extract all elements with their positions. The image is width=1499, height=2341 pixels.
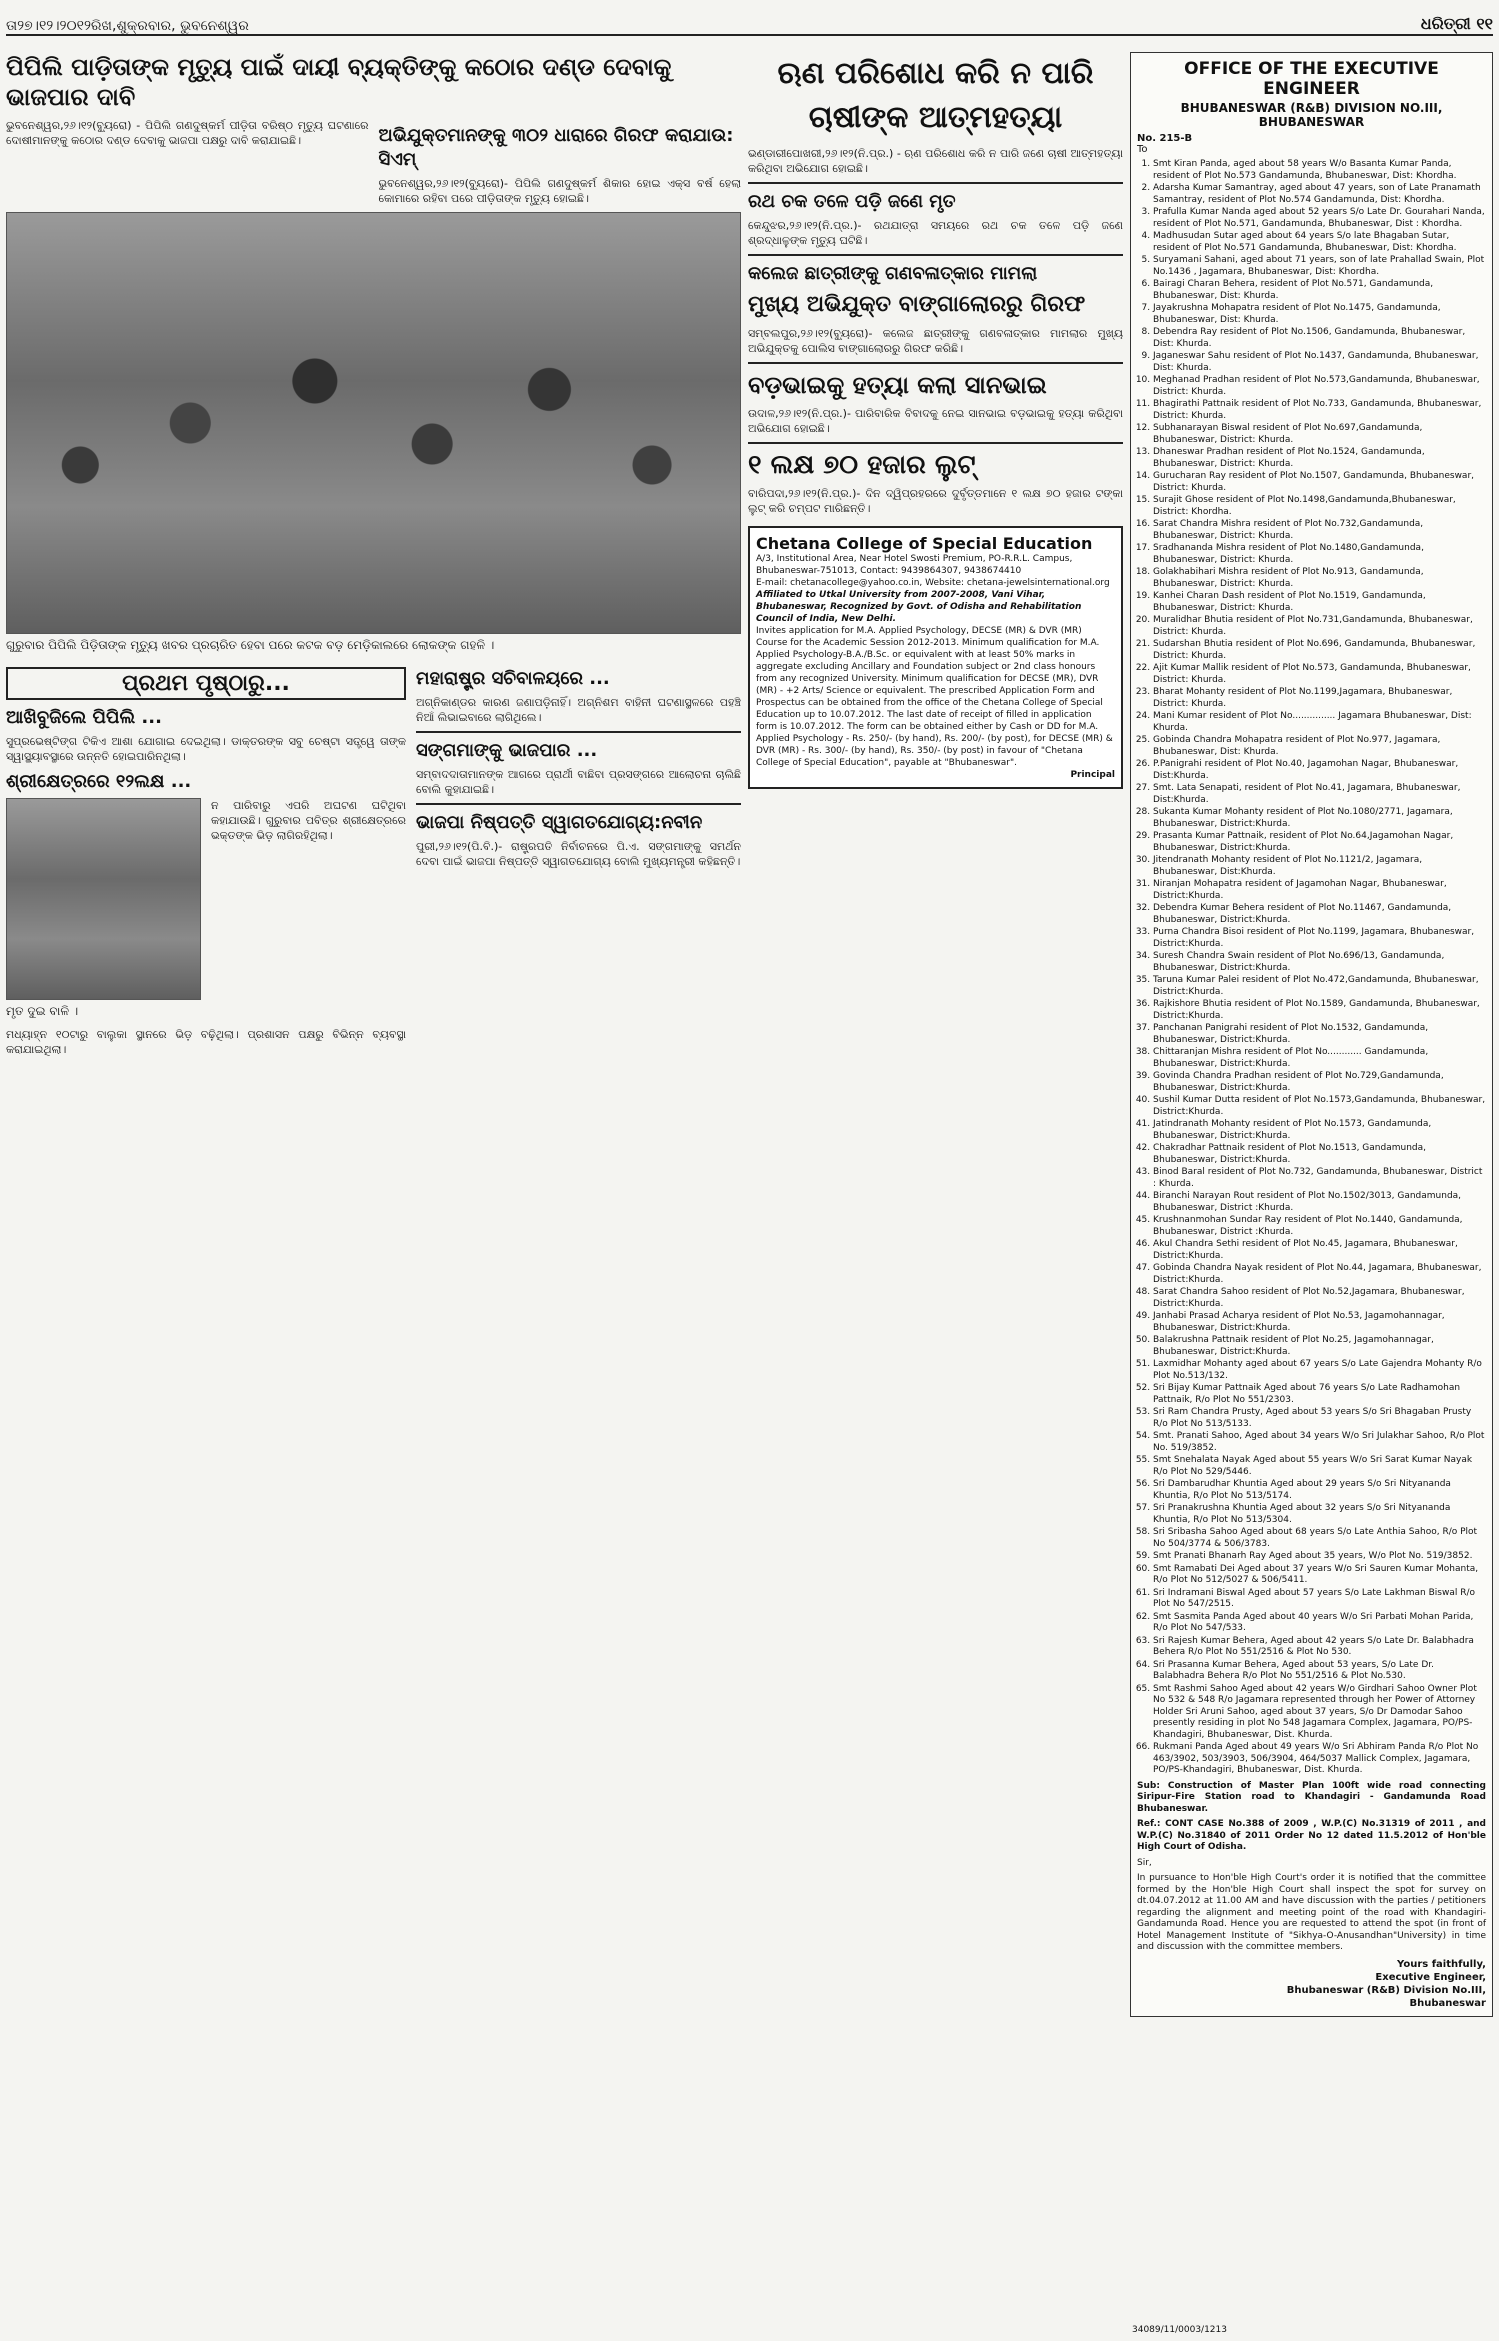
left-sub-2: ଶ୍ରୀକ୍ଷେତ୍ରରେ ୧୨ଲକ୍ଷ ...	[6, 771, 192, 792]
addressee-item: 19. Kanhei Charan Dash resident of Plot No.1519, Gandamunda, Bhubaneswar, District: Khurda.	[1153, 591, 1486, 614]
college-advertisement	[748, 526, 1123, 789]
farmer-body: ଭଣ୍ଡାରୀପୋଖରୀ,୨୬।୧୨(ନି.ପ୍ର.) - ଋଣ ପରିଶୋଧ କରି ନ ପାରି ଜଣେ ଚାଷୀ ଆତ୍ମହତ୍ୟା କରିଥିବା ଅଭିଯୋଗ ହୋଇଛି।	[748, 147, 1123, 175]
addressee-item: 30. Jitendranath Mohanty resident of Plot No.1121/2, Jagamara, Bhubaneswar, Dist:Khurda.	[1153, 855, 1486, 878]
addressee-item: 20. Muralidhar Bhutia resident of Plot No.731,Gandamunda, Bhubaneswar, District: Khurda.	[1153, 615, 1486, 638]
sign-line: Yours faithfully,	[1397, 1958, 1486, 1970]
addressee-item: 27. Smt. Lata Senapati, resident of Plot No.41, Jagamara, Bhubaneswar, Dist:Khurda.	[1153, 783, 1486, 806]
addressee-item: 36. Rajkishore Bhutia resident of Plot No.1589, Gandamunda, Bhubaneswar, District:Khurda.	[1153, 999, 1486, 1022]
addressee-item: 57. Sri Pranakrushna Khuntia Aged about 32 years S/o Sri Nityananda Khuntia, R/o Plot No 513/5304.	[1153, 1503, 1486, 1526]
mid-body-3: ପୁରୀ,୨୬।୧୨(ପି.ବି.)- ରାଷ୍ଟ୍ରପତି ନିର୍ବାଚନରେ ପି.ଏ. ସଙ୍ଗମାଙ୍କୁ ସମର୍ଥନ ଦେବା ପାଇଁ ଭାଜପା ନିଷ୍ପତ୍ତି ସ୍ୱାଗତଯୋଗ୍ୟ ବୋଲି ମୁଖ୍ୟମନ୍ତ୍ରୀ କହିଛନ୍ତି।	[416, 840, 741, 868]
mid-sub-2: ସଙ୍ଗମାଙ୍କୁ ଭାଜପାର ...	[416, 740, 598, 761]
ad-principal: Principal	[1070, 770, 1115, 780]
brother-body: ଉଦାଳ,୨୬।୧୨(ନି.ପ୍ର.)- ପାରିବାରିକ ବିବାଦକୁ ନେଇ ସାନଭାଇ ବଡ଼ଭାଇକୁ ହତ୍ୟା କରିଥିବା ଅଭିଯୋଗ ହୋଇଛି।	[748, 407, 1123, 435]
accident-caption: ମୃତ ଦୁଇ ବାଳି ।	[6, 1004, 79, 1018]
notice-subject: Sub: Construction of Master Plan 100ft wide road connecting Siripur-Fire Station road to Khandagiri - Gandamunda Road Bhubaneswar.	[1137, 1780, 1486, 1814]
addressee-item: 17. Sradhananda Mishra resident of Plot No.1480,Gandamunda, Bhubaneswar, District: Khurda.	[1153, 543, 1486, 566]
addressee-item: 59. Smt Pranati Bhanarh Ray Aged about 35 years, W/o Plot No. 519/3852.	[1153, 1551, 1486, 1563]
addressee-item: 55. Smt Snehalata Nayak Aged about 55 years W/o Sri Sarat Kumar Nayak R/o Plot No 529/5446.	[1153, 1455, 1486, 1478]
addressee-item: 66. Rukmani Panda Aged about 49 years W/o Sri Abhiram Panda R/o Plot No 463/3902, 503/3903, 506/3904, 464/5037 Mallick Complex, Jagamara, PO/PS-Khandagiri, Bhubaneswar, Dist. Khurda.	[1153, 1742, 1486, 1777]
notice-to: To	[1137, 144, 1148, 155]
notice-code: 34089/11/0003/1213	[1132, 2325, 1227, 2335]
addressee-item: 12. Subhanarayan Biswal resident of Plot No.697,Gandamunda, Bhubaneswar, District: Khurda.	[1153, 423, 1486, 446]
addressee-item: 5. Suryamani Sahani, aged about 71 years, son of late Prahallad Swain, Plot No.1436 , Jagamara, Bhubaneswar, Dist: Khordha.	[1153, 255, 1486, 278]
sign-line: Executive Engineer,	[1375, 1971, 1486, 1983]
mid-body-1: ଅଗ୍ନିକାଣ୍ଡର କାରଣ ଜଣାପଡ଼ିନାହିଁ। ଅଗ୍ନିଶମ ବାହିନୀ ଘଟଣାସ୍ଥଳରେ ପହଞ୍ଚି ନିଆଁ ଲିଭାଇବାରେ ଲାଗିଥିଲେ।	[416, 696, 741, 724]
addressee-item: 7. Jayakrushna Mohapatra resident of Plot No.1475, Gandamunda, Bhubaneswar, Dist: Khurda.	[1153, 303, 1486, 326]
notice-salutation: Sir,	[1137, 1857, 1152, 1868]
addressee-item: 53. Sri Ram Chandra Prusty, Aged about 53 years S/o Sri Bhagaban Prusty R/o Plot No 513/5133.	[1153, 1407, 1486, 1430]
college-headline-2: ମୁଖ୍ୟ ଅଭିଯୁକ୍ତ ବାଙ୍ଗାଲୋରରୁ ଗିରଫ	[748, 292, 1086, 317]
photo-caption: ଗୁରୁବାର ପିପିଲି ପିଡ଼ିତାଙ୍କ ମୃତ୍ୟୁ ଖବର ପ୍ରଚାରିତ ହେବା ପରେ କଟକ ବଡ଼ ମେଡ଼ିକାଲରେ ଲୋକଙ୍କ ଗହଳି ।	[6, 638, 495, 652]
addressee-item: 21. Sudarshan Bhutia resident of Plot No.696, Gandamunda, Bhubaneswar, District: Khurda.	[1153, 639, 1486, 662]
sign-line: Bhubaneswar (R&B) Division No.III,	[1286, 1984, 1486, 1996]
addressee-item: 18. Golakhabihari Mishra resident of Plot No.913, Gandamunda, Bhubaneswar, District: Khurda.	[1153, 567, 1486, 590]
addressee-item: 48. Sarat Chandra Sahoo resident of Plot No.52,Jagamara, Bhubaneswar, District:Khurda.	[1153, 1287, 1486, 1310]
mid-sub-1: ମହାରାଷ୍ଟ୍ର ସଚିବାଳୟରେ ...	[416, 668, 610, 689]
addressee-item: 51. Laxmidhar Mohanty aged about 67 years S/o Late Gajendra Mohanty R/o Plot No.513/132.	[1153, 1359, 1486, 1382]
notice-number: No. 215-B	[1137, 133, 1193, 144]
addressee-item: 58. Sri Sribasha Sahoo Aged about 68 years S/o Late Anthia Sahoo, R/o Plot No 504/3774 & 506/3783.	[1153, 1527, 1486, 1550]
left-body-2: ନ ପାରିବାରୁ ଏପରି ଅଘଟଣ ଘଟିଥିବା କହାଯାଉଛି। ଗୁରୁବାର ପବିତ୍ର ଶ୍ରୀକ୍ଷେତ୍ରରେ ଭକ୍ତଙ୍କ ଭିଡ଼ ଲାଗିରହିଥିଲା।	[211, 799, 406, 842]
addressee-item: 15. Surajit Ghose resident of Plot No.1498,Gandamunda,Bhubaneswar, District: Khordha.	[1153, 495, 1486, 518]
addressee-item: 54. Smt. Pranati Sahoo, Aged about 34 years W/o Sri Julakhar Sahoo, R/o Plot No. 519/3852.	[1153, 1431, 1486, 1454]
addressee-item: 29. Prasanta Kumar Pattnaik, resident of Plot No.64,Jagamohan Nagar, Bhubaneswar, District:Khurda.	[1153, 831, 1486, 854]
chariot-body: କେନ୍ଦୁଝର,୨୬।୧୨(ନି.ପ୍ର.)- ରଥଯାତ୍ରା ସମୟରେ ରଥ ଚକ ତଳେ ପଡ଼ି ଜଣେ ଶ୍ରଦ୍ଧାଳୁଙ୍କ ମୃତ୍ୟୁ ଘଟିଛି।	[748, 219, 1123, 247]
notice-reference: Ref.: CONT CASE No.388 of 2009 , W.P.(C) No.31319 of 2011 , and W.P.(C) No.31840 of 2011 Order No 12 dated 11.5.2012 of Hon'ble High Court of Odisha.	[1137, 1819, 1486, 1852]
addressee-item: 35. Taruna Kumar Palei resident of Plot No.472,Gandamunda, Bhubaneswar, District:Khurda.	[1153, 975, 1486, 998]
addressee-item: 64. Sri Prasanna Kumar Behera, Aged about 53 years, S/o Late Dr. Balabhadra Behera R/o Plot No 551/2516 & Plot No.530.	[1153, 1660, 1486, 1683]
college-headline: କଲେଜ ଛାତ୍ରୀଙ୍କୁ ଗଣବଳାତ୍କାର ମାମଲା	[748, 263, 1038, 284]
addressee-item: 3. Prafulla Kumar Nanda aged about 52 years S/o Late Dr. Gourahari Nanda, resident of Plot No.571, Gandamunda, Bhubaneswar, Dist : Khordha.	[1153, 207, 1486, 230]
addressee-item: 28. Sukanta Kumar Mohanty resident of Plot No.1080/2771, Jagamara, Bhubaneswar, District:Khurda.	[1153, 807, 1486, 830]
addressee-item: 4. Madhusudan Sutar aged about 64 years S/o late Bhagaban Sutar, resident of Plot No.571 Gandamunda, Bhubaneswar, Dist: Khordha.	[1153, 231, 1486, 254]
addressee-item: 38. Chittaranjan Mishra resident of Plot No............ Gandamunda, Bhubaneswar, District:Khurda.	[1153, 1047, 1486, 1070]
addressee-item: 2. Adarsha Kumar Samantray, aged about 47 years, son of Late Pranamath Samantray, resident of Plot No.574 Gandamunda, Dist: Khordha.	[1153, 183, 1486, 206]
addressee-item: 1. Smt Kiran Panda, aged about 58 years W/o Basanta Kumar Panda, resident of Plot No.573 Gandamunda, Bhubaneswar, Dist: Khordha.	[1153, 159, 1486, 182]
column-left	[6, 52, 741, 1063]
accident-photo	[6, 798, 201, 1000]
addressee-item: 14. Gurucharan Ray resident of Plot No.1507, Gandamunda, Bhubaneswar, District: Khurda.	[1153, 471, 1486, 494]
dateline: ତା୨୭।୧୨।୨୦୧୨ରିଖ,ଶୁକ୍ରବାର, ଭୁବନେଶ୍ୱର	[6, 18, 249, 34]
addressee-item: 23. Bharat Mohanty resident of Plot No.1199,Jagamara, Bhubaneswar, District: Khurda.	[1153, 687, 1486, 710]
addressee-item: 45. Krushnanmohan Sundar Ray resident of Plot No.1440, Gandamunda, Bhubaneswar, District :Khurda.	[1153, 1215, 1486, 1238]
sub-headline: ଅଭିଯୁକ୍ତମାନଙ୍କୁ ୩୦୨ ଧାରାରେ ଗିରଫ କରାଯାଉ: ସିଏମ୍	[378, 125, 734, 170]
ad-address: A/3, Institutional Area, Near Hotel Swosti Premium, PO-R.R.L. Campus, Bhubaneswar-751013, Contact: 9439864307, 9438674410	[756, 554, 1073, 576]
column-right	[1130, 52, 1493, 2017]
loot-headline: ୧ ଲକ୍ଷ ୭୦ ହଜାର ଲୁଟ୍	[748, 450, 976, 480]
front-page-box: ପ୍ରଥମ ପୃଷ୍ଠାରୁ...	[6, 667, 406, 700]
addressee-item: 42. Chakradhar Pattnaik resident of Plot No.1513, Gandamunda, Bhubaneswar, District:Khurda.	[1153, 1143, 1486, 1166]
addressee-item: 43. Binod Baral resident of Plot No.732, Gandamunda, Bhubaneswar, District : Khurda.	[1153, 1167, 1486, 1190]
addressee-item: 60. Smt Ramabati Dei Aged about 37 years W/o Sri Sauren Kumar Mohanta, R/o Plot No 512/5027 & 506/5411.	[1153, 1564, 1486, 1587]
addressee-item: 8. Debendra Ray resident of Plot No.1506, Gandamunda, Bhubaneswar, Dist: Khurda.	[1153, 327, 1486, 350]
addressee-item: 24. Mani Kumar resident of Plot No............... Jagamara Bhubaneswar, Dist: Khurda.	[1153, 711, 1486, 734]
farmer-headline: ଋଣ ପରିଶୋଧ କରି ନ ପାରି ଚାଷୀଙ୍କ ଆତ୍ମହତ୍ୟା	[777, 56, 1094, 135]
sign-line: Bhubaneswar	[1409, 1997, 1486, 2009]
notice-signature	[1137, 1958, 1486, 2010]
loot-body: ବାରିପଦା,୨୬।୧୨(ନି.ପ୍ର.)- ଦିନ ଦ୍ୱିପ୍ରହରରେ ଦୁର୍ବୃତ୍ତମାନେ ୧ ଲକ୍ଷ ୭୦ ହଜାର ଟଙ୍କା ଲୁଟ୍ କରି ଚମ୍ପଟ ମାରିଛନ୍ତି।	[748, 487, 1123, 515]
addressee-item: 31. Niranjan Mohapatra resident of Jagamohan Nagar, Bhubaneswar, District:Khurda.	[1153, 879, 1486, 902]
addressee-item: 49. Janhabi Prasad Acharya resident of Plot No.53, Jagamohannagar, Bhubaneswar, District:Khurda.	[1153, 1311, 1486, 1334]
addressee-item: 16. Sarat Chandra Mishra resident of Plot No.732,Gandamunda, Bhubaneswar, District: Khurda.	[1153, 519, 1486, 542]
addressee-item: 10. Meghanad Pradhan resident of Plot No.573,Gandamunda, Bhubaneswar, District: Khurda.	[1153, 375, 1486, 398]
lead-body: ଭୁବନେଶ୍ୱର,୨୬।୧୨(ବ୍ୟୁରୋ) - ପିପିଲି ଗଣଦୁଷ୍କର୍ମ ପୀଡ଼ିତା ବରିଷ୍ଠ ମୃତ୍ୟୁ ଘଟଣାରେ ଦୋଷୀମାନଙ୍କୁ କଠୋର ଦଣ୍ଡ ଦେବାକୁ ଭାଜପା ପକ୍ଷରୁ ଦାବି କରାଯାଇଛି।	[6, 119, 369, 147]
left-sub-1: ଆଖିବୁଜିଲେ ପିପିଲି ...	[6, 707, 162, 728]
addressee-item: 61. Sri Indramani Biswal Aged about 57 years S/o Late Lakhman Biswal R/o Plot No 547/2515.	[1153, 1588, 1486, 1611]
college-body: ସମ୍ବଲପୁର,୨୬।୧୨(ବ୍ୟୁରୋ)- କଲେଜ ଛାତ୍ରୀଙ୍କୁ ଗଣବଳାତ୍କାର ମାମଲାର ମୁଖ୍ୟ ଅଭିଯୁକ୍ତକୁ ପୋଲିସ ବାଙ୍ଗାଲୋରରୁ ଗିରଫ କରିଛି।	[748, 327, 1123, 355]
notice-office: OFFICE OF THE EXECUTIVE ENGINEER	[1184, 59, 1439, 99]
masthead-brand: ଧରିତ୍ରୀ ୧୧	[1420, 14, 1493, 33]
notice-paragraph: In pursuance to Hon'ble High Court's order it is notified that the committee formed by the Hon'ble High Court shall inspect the spot for survey on dt.04.07.2012 at 11.00 AM and have discussion with the parties / petitioners regarding the alignment and meeting point of the road with Khandagiri- Gandamunda Road. Hence you are requested to attend the spot (in front of Hotel Management Institute of "Sikhya-O-Anusandhan"University) in time and discussion with the committee members.	[1137, 1873, 1486, 1952]
addressee-list	[1153, 159, 1486, 1777]
addressee-item: 62. Smt Sasmita Panda Aged about 40 years W/o Sri Parbati Mohan Parida, R/o Plot No 547/533.	[1153, 1612, 1486, 1635]
mid-body-2: ସମ୍ବାଦଦାତାମାନଙ୍କ ଆଗରେ ପ୍ରାର୍ଥୀ ବାଛିବା ପ୍ରସଙ୍ଗରେ ଆଲୋଚନା ଚାଲିଛି ବୋଲି କୁହାଯାଇଛି।	[416, 768, 741, 796]
addressee-item: 50. Balakrushna Pattnaik resident of Plot No.25, Jagamohannagar, Bhubaneswar, District:Khurda.	[1153, 1335, 1486, 1358]
lead-headline: ପିପିଲି ପାଡ଼ିତାଙ୍କ ମୃତ୍ୟୁ ପାଇଁ ଦାୟୀ ବ୍ୟକ୍ତିଙ୍କୁ କଠୋର ଦଣ୍ଡ ଦେବାକୁ ଭାଜପାର ଦାବି	[6, 53, 672, 111]
addressee-item: 44. Biranchi Narayan Rout resident of Plot No.1502/3013, Gandamunda, Bhubaneswar, District :Khurda.	[1153, 1191, 1486, 1214]
addressee-item: 39. Govinda Chandra Pradhan resident of Plot No.729,Gandamunda, Bhubaneswar, District:Khurda.	[1153, 1071, 1486, 1094]
notice-division: BHUBANESWAR (R&B) DIVISION NO.III, BHUBANESWAR	[1180, 101, 1443, 129]
addressee-item: 26. P.Panigrahi resident of Plot No.40, Jagamohan Nagar, Bhubaneswar, Dist:Khurda.	[1153, 759, 1486, 782]
addressee-item: 52. Sri Bijay Kumar Pattnaik Aged about 76 years S/o Late Radhamohan Pattnaik, R/o Plot No 551/2303.	[1153, 1383, 1486, 1406]
addressee-item: 46. Akul Chandra Sethi resident of Plot No.45, Jagamara, Bhubaneswar, District:Khurda.	[1153, 1239, 1486, 1262]
addressee-item: 32. Debendra Kumar Behera resident of Plot No.11467, Gandamunda, Bhubaneswar, District:Khurda.	[1153, 903, 1486, 926]
addressee-item: 11. Bhagirathi Pattnaik resident of Plot No.733, Gandamunda, Bhubaneswar, District: Khurda.	[1153, 399, 1486, 422]
addressee-item: 41. Jatindranath Mohanty resident of Plot No.1573, Gandamunda, Bhubaneswar, District:Khurda.	[1153, 1119, 1486, 1142]
addressee-item: 22. Ajit Kumar Mallik resident of Plot No.573, Gandamunda, Bhubaneswar, District: Khurda.	[1153, 663, 1486, 686]
addressee-item: 37. Panchanan Panigrahi resident of Plot No.1532, Gandamunda, Bhubaneswar, District:Khurda.	[1153, 1023, 1486, 1046]
addressee-item: 13. Dhaneswar Pradhan resident of Plot No.1524, Gandamunda, Bhubaneswar, District: Khurda.	[1153, 447, 1486, 470]
ad-affiliation: Affiliated to Utkal University from 2007-2008, Vani Vihar, Bhubaneswar, Recognized by Govt. of Odisha and Rehabilitation Council of India, New Delhi.	[756, 590, 1082, 624]
page-header	[6, 6, 1493, 36]
brother-headline: ବଡ଼ଭାଇକୁ ହତ୍ୟା କଲା ସାନଭାଇ	[748, 371, 1047, 399]
addressee-item: 25. Gobinda Chandra Mohapatra resident of Plot No.977, Jagamara, Bhubaneswar, Dist: Khurda.	[1153, 735, 1486, 758]
addressee-item: 9. Jaganeswar Sahu resident of Plot No.1437, Gandamunda, Bhubaneswar, Dist: Khurda.	[1153, 351, 1486, 374]
chariot-headline: ରଥ ଚକ ତଳେ ପଡ଼ି ଜଣେ ମୃତ	[748, 191, 956, 212]
addressee-item: 40. Sushil Kumar Dutta resident of Plot No.1573,Gandamunda, Bhubaneswar, District:Khurda.	[1153, 1095, 1486, 1118]
addressee-item: 56. Sri Dambarudhar Khuntia Aged about 29 years S/o Sri Nityananda Khuntia, R/o Plot No 513/5174.	[1153, 1479, 1486, 1502]
addressee-item: 47. Gobinda Chandra Nayak resident of Plot No.44, Jagamara, Bhubaneswar, District:Khurda.	[1153, 1263, 1486, 1286]
column-middle	[748, 52, 1123, 789]
ad-text: Invites application for M.A. Applied Psychology, DECSE (MR) & DVR (MR) Course for the Academic Session 2012-2013. Minimum qualification for M.A. Applied Psychology-B.A./B.Sc. or equivalent with at least 50% marks in aggregate excluding Ancillary and Foundation subject or 2nd class honours from any recognized University. Minimum qualification for DECSE (MR), DVR (MR) - +2 Arts/ Science or equivalent. The prescribed Application Form and Prospectus can be obtained from the office of the Chetana College of Special Education up to 10.07.2012. The last date of receipt of filled in application form is 10.07.2012. The form can be obtained either by Cash or DD for M.A. Applied Psychology - Rs. 250/- (by hand), Rs. 200/- (by post), for DECSE (MR) & DVR (MR) - Rs. 300/- (by hand), Rs. 350/- (by post) in favour of "Chetana College of Special Education", payable at "Bhubaneswar".	[756, 626, 1113, 768]
addressee-item: 34. Suresh Chandra Swain resident of Plot No.696/13, Gandamunda, Bhubaneswar, District:Khurda.	[1153, 951, 1486, 974]
official-notice	[1130, 52, 1493, 2017]
sub-body: ଭୁବନେଶ୍ୱର,୨୬।୧୨(ବ୍ୟୁରୋ)- ପିପିଲି ଗଣଦୁଷ୍କର୍ମ ଶିକାର ହୋଇ ଏକ୍ସ ବର୍ଷ ହେଲା କୋମାରେ ରହିବା ପରେ ପୀଡ଼ିତାଙ୍କ ମୃତ୍ୟୁ ହୋଇଛି।	[378, 177, 741, 205]
left-body-3: ମଧ୍ୟାହ୍ନ ୧୦ଟାରୁ ବାଲୁକା ସ୍ଥାନରେ ଭିଡ଼ ବଢ଼ିଥିଲା। ପ୍ରଶାସନ ପକ୍ଷରୁ ବିଭିନ୍ନ ବ୍ୟବସ୍ଥା କରାଯାଇଥିଲା।	[6, 1028, 406, 1056]
ad-email: E-mail: chetanacollege@yahoo.co.in, Website: chetana-jewelsinternational.org	[756, 578, 1110, 588]
crowd-photo	[6, 212, 741, 634]
addressee-item: 63. Sri Rajesh Kumar Behera, Aged about 42 years S/o Late Dr. Balabhadra Behera R/o Plot No 551/2516 & Plot No 530.	[1153, 1636, 1486, 1659]
addressee-item: 6. Bairagi Charan Behera, resident of Plot No.571, Gandamunda, Bhubaneswar, Dist: Khurda.	[1153, 279, 1486, 302]
addressee-item: 65. Smt Rashmi Sahoo Aged about 42 years W/o Girdhari Sahoo Owner Plot No 532 & 548 R/o Jagamara represented through her Power of Attorney Holder Sri Aruni Sahoo, aged about 37 years, S/o Dr Damodar Sahoo presently residing in plot No 548 Jagamara Complex, Jagamara, PO/PS-Khandagiri, Bhubaneswar, Dist. Khurda.	[1153, 1684, 1486, 1742]
addressee-item: 33. Purna Chandra Bisoi resident of Plot No.1199, Jagamara, Bhubaneswar, District:Khurda.	[1153, 927, 1486, 950]
ad-title: Chetana College of Special Education	[756, 534, 1093, 553]
left-body-1: ସୁପ୍ରଭେଷ୍ଟିଙ୍ଗ ଟିକିଏ ଆଶା ଯୋଗାଇ ଦେଇଥିଲା। ଡାକ୍ତରଙ୍କ ସବୁ ଚେଷ୍ଟା ସତ୍ତ୍ୱେ ତାଙ୍କ ସ୍ୱାସ୍ଥ୍ୟାବସ୍ଥାରେ ଉନ୍ନତି ହୋଇପାରିନଥିଲା।	[6, 735, 406, 763]
mid-sub-3: ଭାଜପା ନିଷ୍ପତ୍ତି ସ୍ୱାଗତଯୋଗ୍ୟ:ନବୀନ	[416, 812, 703, 833]
